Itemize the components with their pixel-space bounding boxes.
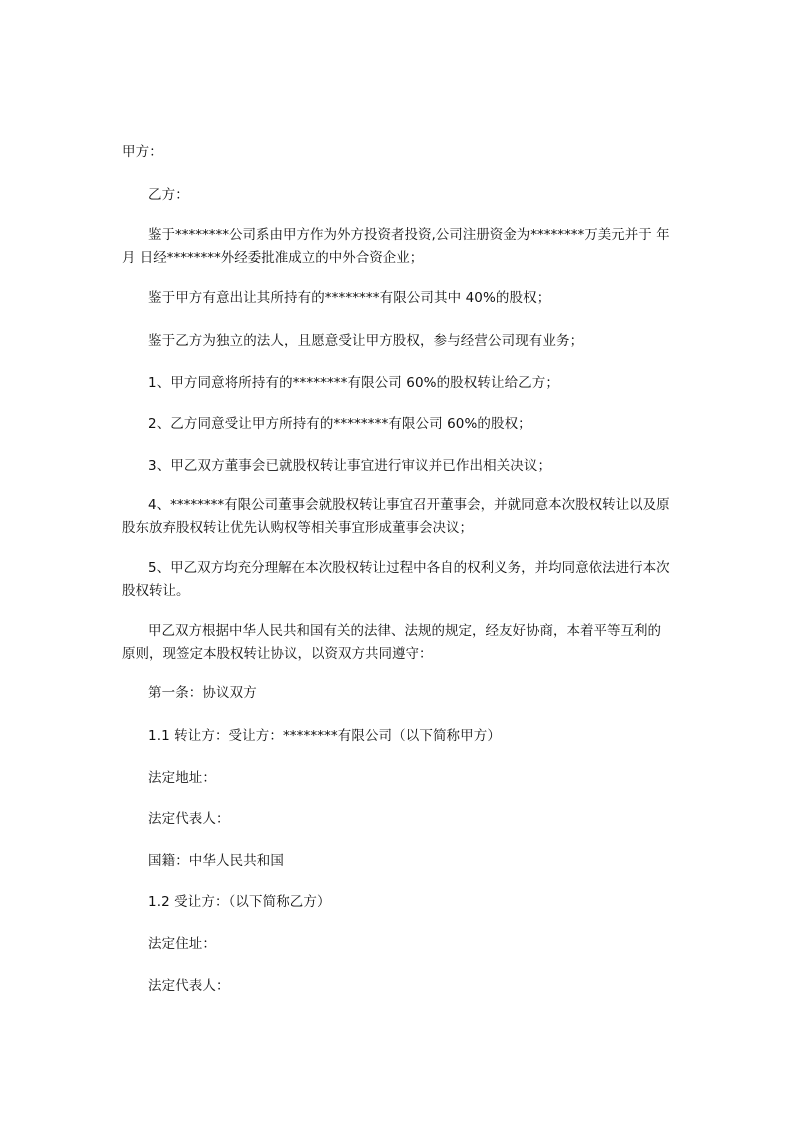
recital-paragraph-3: 鉴于乙方为独立的法人，且愿意受让甲方股权，参与经营公司现有业务；	[148, 333, 584, 349]
clause-1-1: 1.1 转让方：受让方：********有限公司（以下简称甲方）	[148, 728, 501, 744]
preamble-paragraph: 甲乙双方根据中华人民共和国有关的法律、法规的规定，经友好协商，本着平等互利的原则，现签定本股权转让协议，以资双方共同遵守：	[122, 623, 661, 662]
list-item-4: 4、********有限公司董事会就股权转让事宜召开董事会，并就同意本次股权转让以及原股东放弃股权转让优先认购权等相关事宜形成董事会决议；	[122, 497, 670, 536]
recital-paragraph-1: 鉴于********公司系由甲方作为外方投资者投资,公司注册资金为********万美元并于 年 月 日经********外经委批准成立的中外合资企业；	[122, 227, 670, 266]
legal-representative-label-2: 法定代表人：	[148, 978, 230, 994]
recital-paragraph-2: 鉴于甲方有意出让其所持有的********有限公司其中 40%的股权；	[148, 290, 551, 306]
article-1-title: 第一条：协议双方	[148, 685, 257, 701]
legal-residence-label: 法定住址：	[148, 936, 216, 952]
list-item-3: 3、甲乙双方董事会已就股权转让事宜进行审议并已作出相关决议；	[148, 458, 552, 474]
clause-1-2: 1.2 受让方：（以下简称乙方）	[148, 894, 331, 910]
legal-representative-label: 法定代表人：	[148, 811, 230, 827]
list-item-2: 2、乙方同意受让甲方所持有的********有限公司 60%的股权；	[148, 416, 532, 432]
legal-address-label: 法定地址：	[148, 770, 216, 786]
party-b-label: 乙方：	[148, 187, 189, 203]
list-item-5: 5、甲乙双方均充分理解在本次股权转让过程中各自的权利义务，并均同意依法进行本次股权转让。	[122, 560, 670, 599]
list-item-1: 1、甲方同意将所持有的********有限公司 60%的股权转让给乙方；	[148, 375, 559, 391]
nationality-label: 国籍：中华人民共和国	[148, 853, 284, 869]
party-a-label: 甲方：	[122, 144, 163, 160]
